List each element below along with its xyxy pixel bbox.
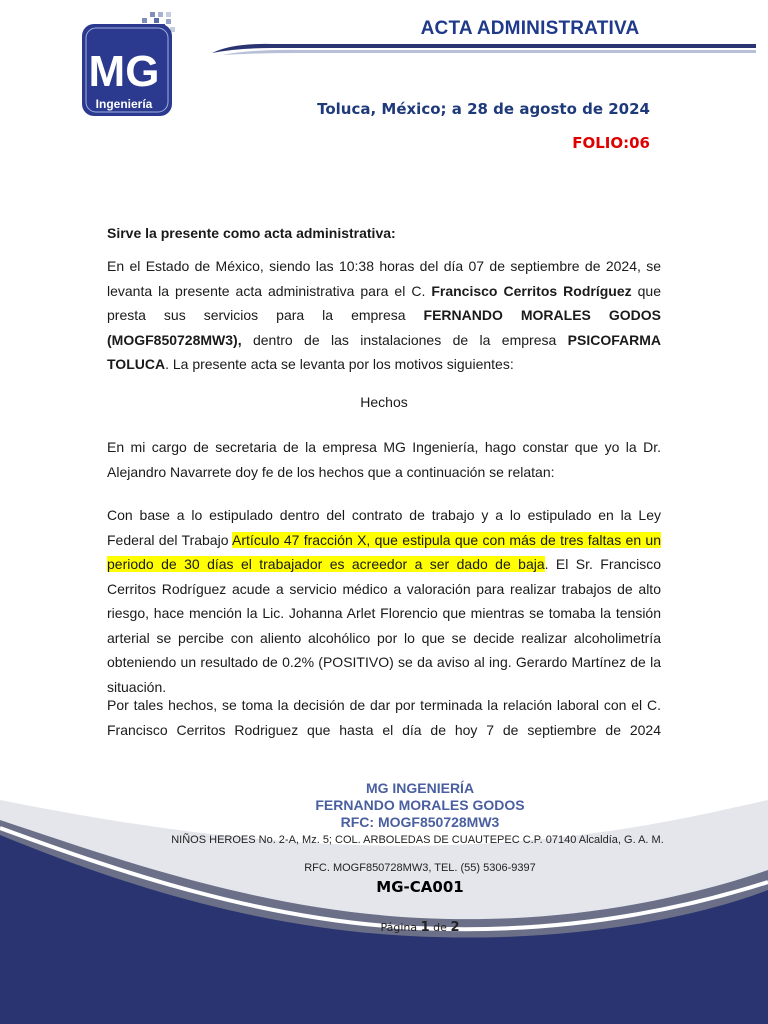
page-current: 1: [420, 920, 430, 935]
section-heading-hechos: Hechos: [360, 394, 408, 410]
text-span: que presta sus servicios para la empresa: [107, 282, 661, 323]
company-name: PSICOFARMA TOLUCA: [107, 331, 661, 372]
paragraph-legal-basis: [107, 503, 661, 699]
employer-name: FERNANDO MORALES GODOS (MOGF850728MW3),: [107, 307, 661, 348]
highlighted-article: Artículo 47 fracción X, que estipula que con más de tres faltas en un periodo de 30 días el trabajador es acreedor a ser dado de baja: [107, 531, 662, 572]
place-date: Toluca, México; a 28 de agosto de 2024: [317, 100, 650, 118]
logo-subtext: Ingeniería: [95, 97, 153, 111]
footer-company: MG INGENIERÍA: [365, 780, 475, 796]
footer-contact: RFC. MOGF850728MW3, TEL. (55) 5306-9397: [304, 862, 536, 874]
logo-mg-text: MG: [88, 47, 160, 96]
paragraph-secretary: En mi cargo de secretaria de la empresa MG Ingeniería, hago constar que yo la Dr. Alejandro Navarrete doy fe de los hechos que a continuación se relatan:: [107, 439, 661, 480]
text-span: . La presente acta se levanta por los motivos siguientes:: [165, 356, 514, 372]
text-span: dentro de las instalaciones de la empresa: [241, 331, 568, 348]
text-span: Con base a lo estipulado dentro del contrato de trabajo y a lo estipulado en la Ley Federal del Trabajo: [107, 507, 661, 548]
page-number: [160, 920, 680, 935]
intro-heading: Sirve la presente como acta administrativa:: [107, 225, 396, 241]
employee-name: Francisco Cerritos Rodríguez: [431, 282, 632, 299]
header-rule: [212, 41, 756, 57]
footer-rfc: RFC: MOGF850728MW3: [340, 814, 500, 830]
text-span: . El Sr. Francisco Cerritos Rodríguez acude a servicio médico a valoración para realizar trabajos de alto riesgo, hace mención la Lic. Johanna Arlet Florencio que mientras se tomaba la tensión arterial se percibe con aliento alcohólico por lo que se decide realizar alcoholimetría obteniendo un resultado de 0.2% (POSITIVO) se da aviso al ing. Gerardo Martínez de la situación.: [107, 556, 661, 695]
mg-ingenieria-logo: [80, 10, 180, 118]
text-span: En el Estado de México, siendo las 10:38 horas del día 07 de septiembre de 2024, se levanta la presente acta administrativa para el C.: [107, 258, 661, 299]
page-prefix: Página: [380, 921, 421, 934]
footer-owner-name: FERNANDO MORALES GODOS: [315, 797, 525, 813]
page-mid: de: [429, 921, 451, 934]
document-code: MG-CA001: [376, 878, 464, 896]
document-title: ACTA ADMINISTRATIVA: [420, 18, 640, 39]
footer-address: NIÑOS HEROES No. 2-A, Mz. 5; COL. ARBOLEDAS DE CUAUTEPEC C.P. 07140 Alcaldía, G. A. M.: [171, 834, 664, 846]
folio-number: FOLIO:06: [572, 134, 650, 152]
page-total: 2: [450, 920, 460, 935]
paragraph-intro-facts: [107, 254, 661, 377]
paragraph-decision: Por tales hechos, se toma la decisión de dar por terminada la relación laboral con el C. Francisco Cerritos Rodriguez que hasta el día de hoy 7 de septiembre de 2024: [107, 697, 661, 738]
